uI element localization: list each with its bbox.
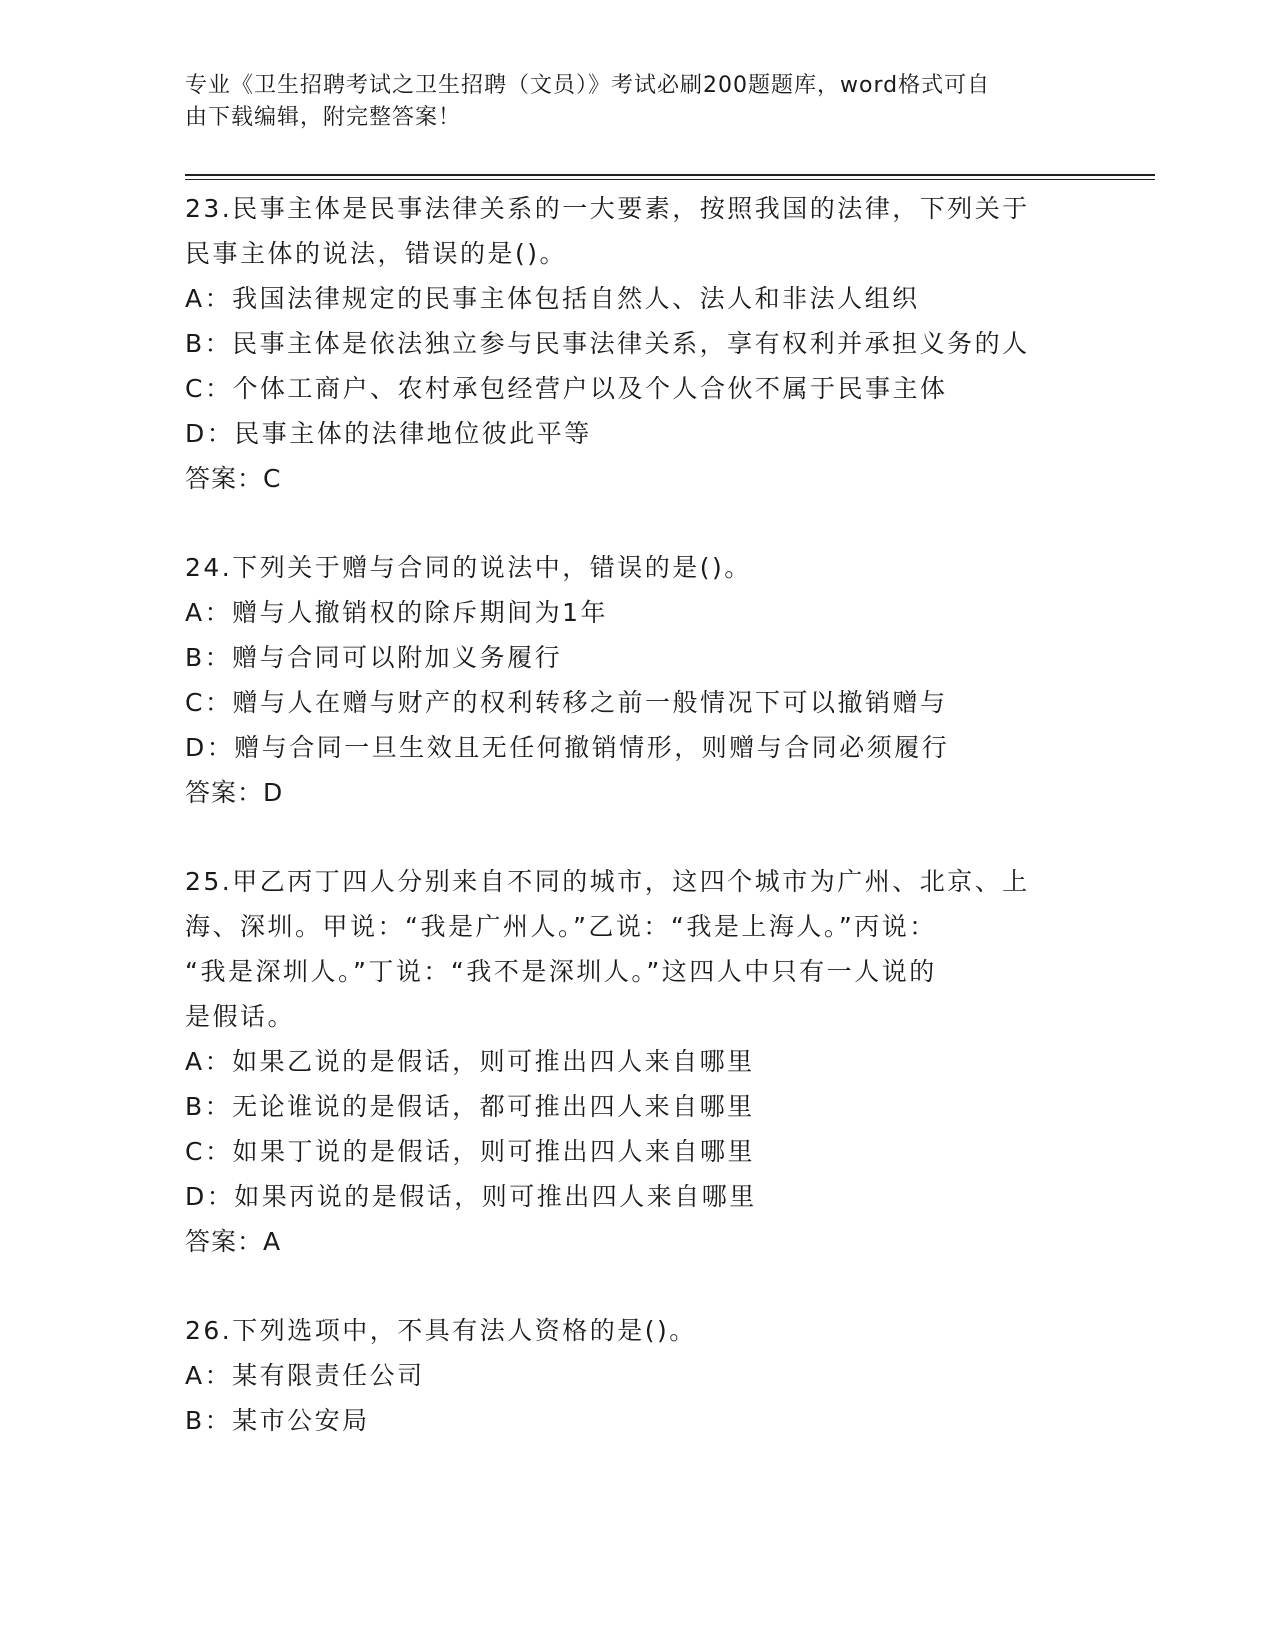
question-block (185, 859, 1155, 1264)
question-stem-line: 24.下列关于赠与合同的说法中，错误的是()。 (185, 553, 752, 582)
header-divider (185, 174, 1155, 180)
answer-option: D：赠与合同一旦生效且无任何撤销情形，则赠与合同必须履行 (185, 733, 950, 762)
answer-option: B：民事主体是依法独立参与民事法律关系，享有权利并承担义务的人 (185, 329, 1030, 358)
answer-key: 答案：A (185, 1227, 282, 1256)
header-line: 专业《卫生招聘考试之卫生招聘（文员）》考试必刷200题题库，word格式可自 (185, 73, 991, 98)
question-stem (185, 186, 1155, 276)
question-block (185, 1308, 1155, 1443)
answer-key: 答案：D (185, 778, 284, 807)
header-line: 由下载编辑，附完整答案！ (185, 105, 462, 130)
question-stem-line: 25.甲乙丙丁四人分别来自不同的城市，这四个城市为广州、北京、上 (185, 867, 1030, 896)
answer-option: B：无论谁说的是假话，都可推出四人来自哪里 (185, 1092, 755, 1121)
answer-option: C：个体工商户、农村承包经营户以及个人合伙不属于民事主体 (185, 374, 948, 403)
question-stem-line: 23.民事主体是民事法律关系的一大要素，按照我国的法律，下列关于 (185, 194, 1030, 223)
answer-option: D：如果丙说的是假话，则可推出四人来自哪里 (185, 1182, 757, 1211)
question-stem-line: 海、深圳。甲说：“我是广州人。”乙说：“我是上海人。”丙说： (185, 912, 937, 941)
question-stem-line: 是假话。 (185, 1002, 296, 1031)
question-stem (185, 859, 1155, 1039)
answer-option: A：我国法律规定的民事主体包括自然人、法人和非法人组织 (185, 284, 920, 313)
question-stem-line: “我是深圳人。”丁说：“我不是深圳人。”这四人中只有一人说的 (185, 957, 937, 986)
document-page (185, 70, 1155, 1487)
document-header (185, 70, 1045, 134)
answer-option: B：某市公安局 (185, 1406, 370, 1435)
answer-option: B：赠与合同可以附加义务履行 (185, 643, 563, 672)
answer-option: D：民事主体的法律地位彼此平等 (185, 419, 592, 448)
question-stem-line: 民事主体的说法，错误的是()。 (185, 239, 568, 268)
question-block (185, 545, 1155, 815)
answer-key: 答案：C (185, 464, 282, 493)
question-stem (185, 545, 1155, 590)
answer-option: A：如果乙说的是假话，则可推出四人来自哪里 (185, 1047, 755, 1076)
answer-option: A：赠与人撤销权的除斥期间为1年 (185, 598, 609, 627)
answer-option: C：赠与人在赠与财产的权利转移之前一般情况下可以撤销赠与 (185, 688, 948, 717)
answer-option: A：某有限责任公司 (185, 1361, 425, 1390)
question-stem (185, 1308, 1155, 1353)
question-block (185, 186, 1155, 501)
answer-option: C：如果丁说的是假话，则可推出四人来自哪里 (185, 1137, 755, 1166)
question-stem-line: 26.下列选项中，不具有法人资格的是()。 (185, 1316, 697, 1345)
question-list (185, 186, 1155, 1443)
